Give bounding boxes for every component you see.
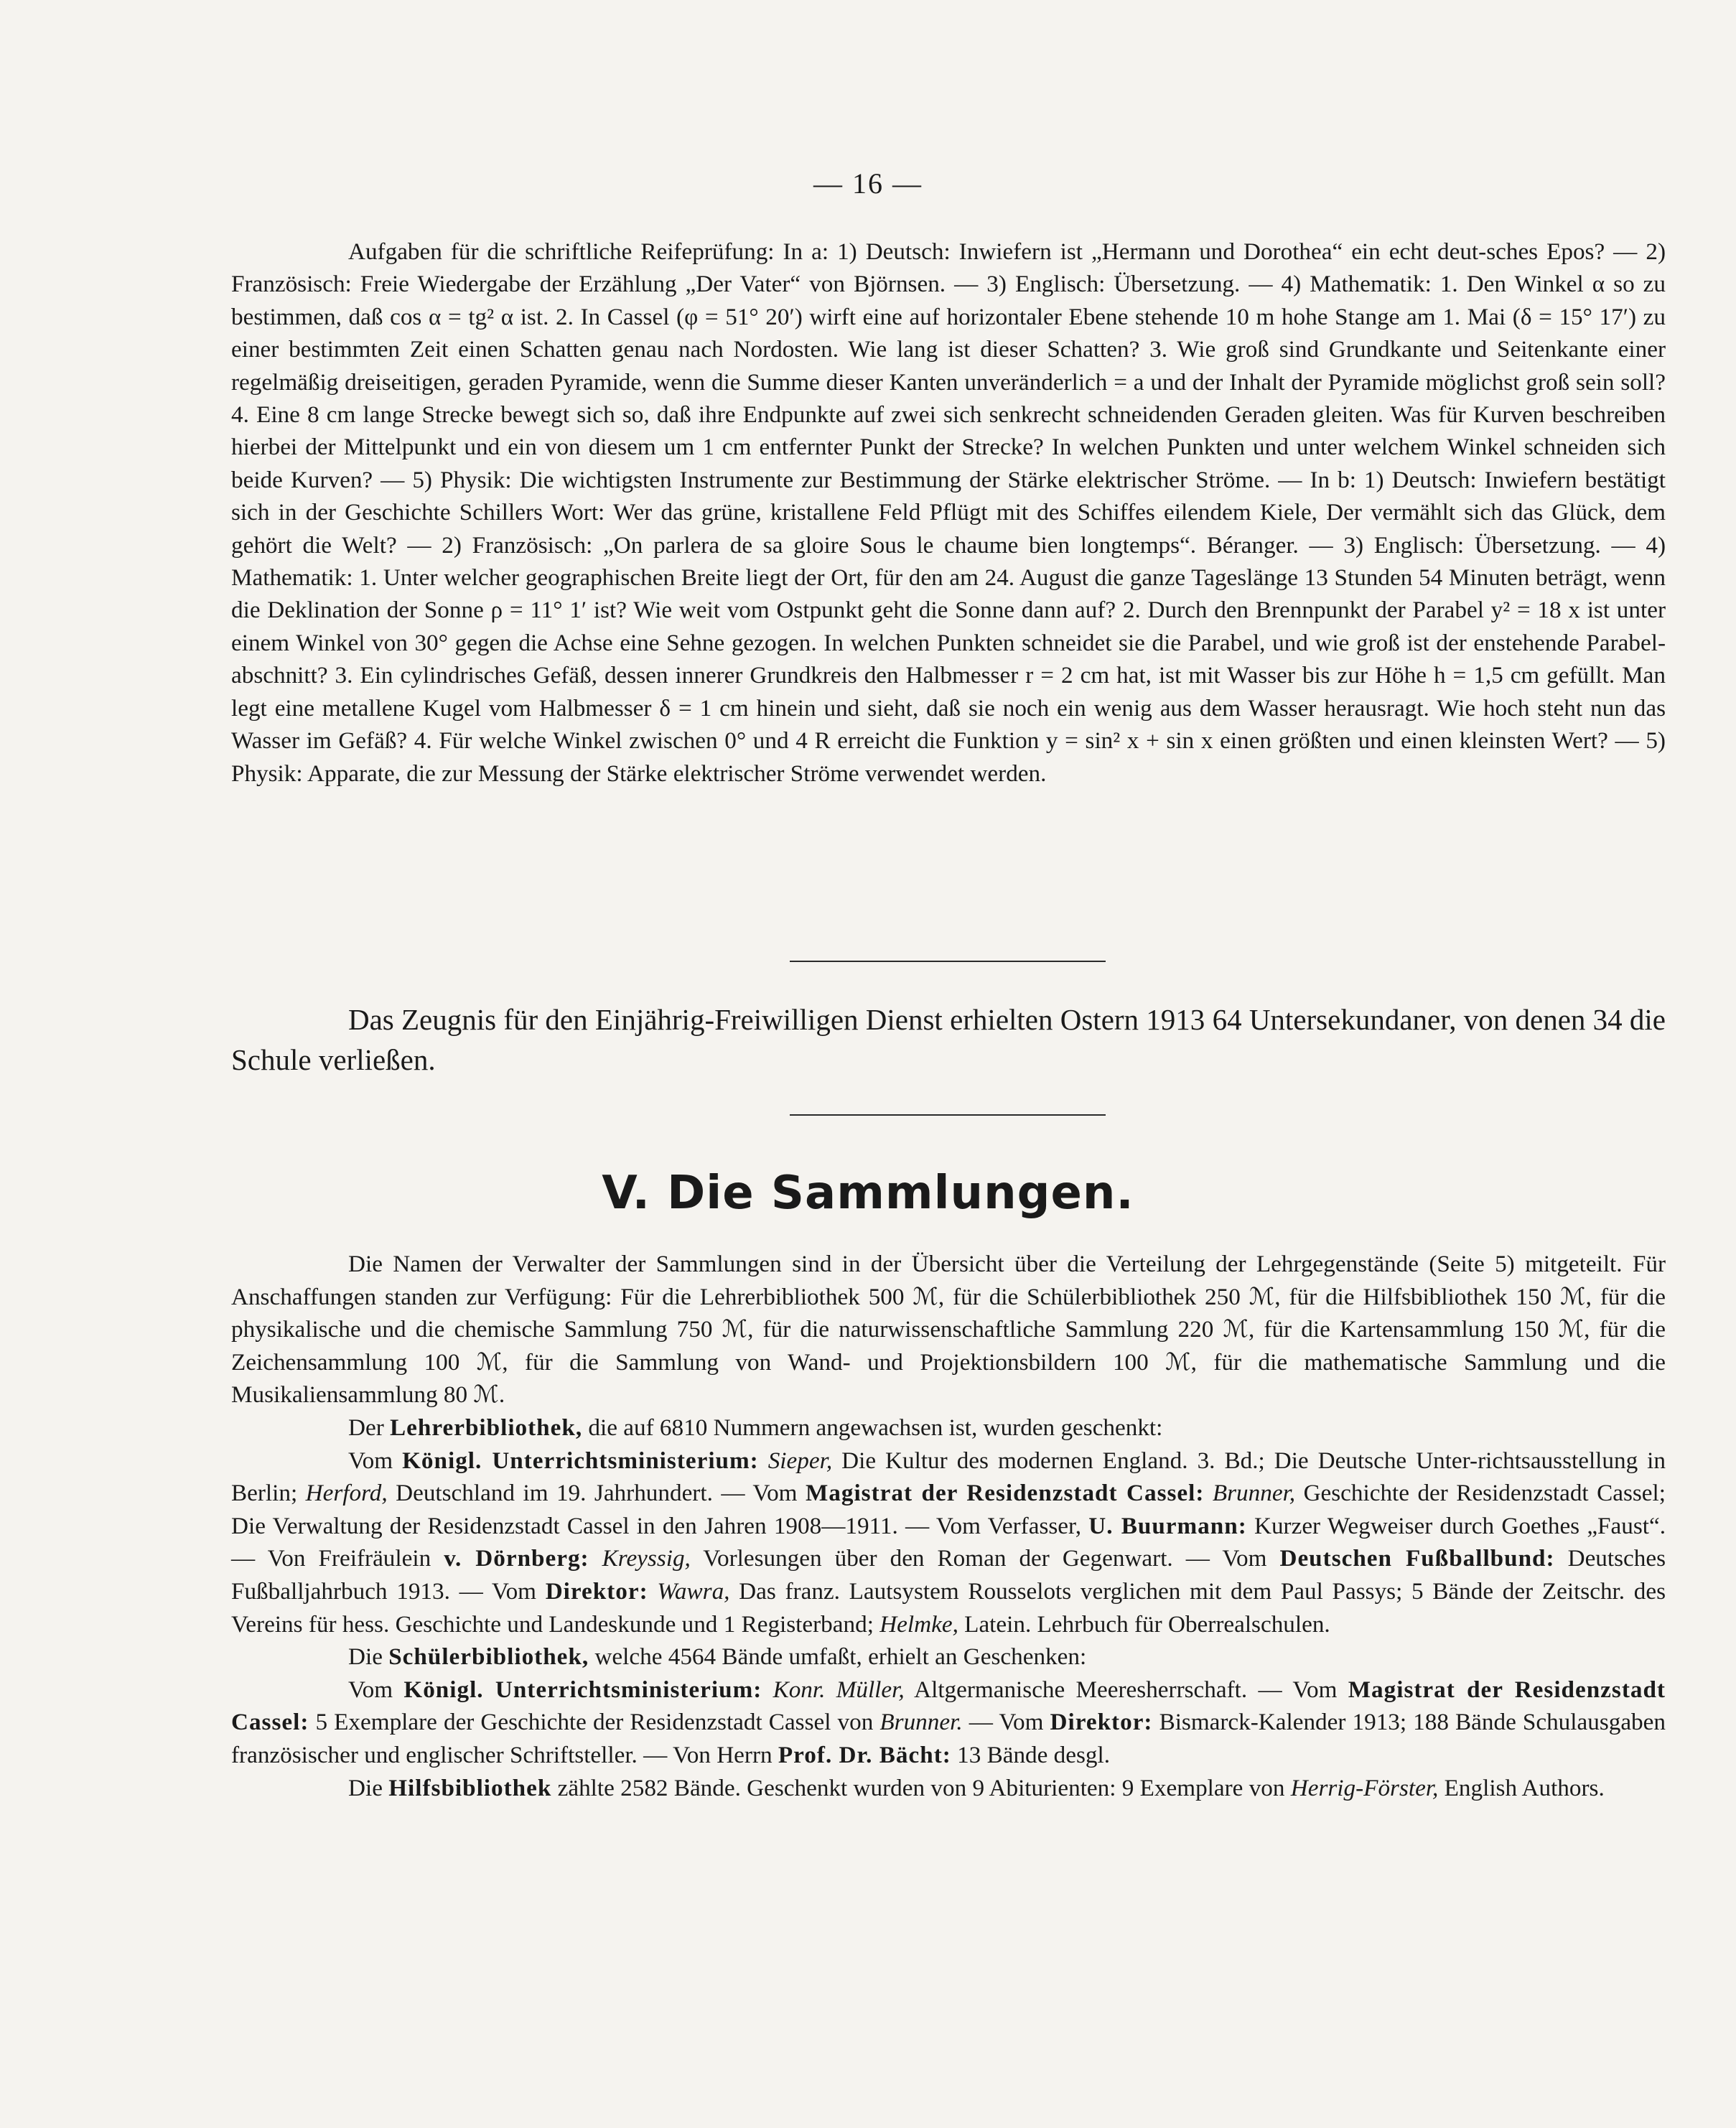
bold-term: Schülerbibliothek, bbox=[388, 1643, 589, 1671]
exam-line: 4 R erreicht die Funktion y = sin² x + sin x einen größten und einen kleinsten Wert? — 5) Physik: Apparate, die zur bbox=[231, 727, 1666, 787]
author-name: Herford, bbox=[305, 1480, 388, 1507]
donor-name: Magistrat der Residenzstadt Cassel: bbox=[231, 1676, 1666, 1736]
exam-line: abschnitt? 3. Ein cylindrisches Gefäß, dessen innerer Grundkreis den Halbmesser r = 2 cm hat, ist mit Wasser bis zur bbox=[231, 662, 1368, 689]
page-number: — 16 — bbox=[813, 167, 923, 200]
text-run: Bismarck-Kalender 1913; 188 Bände Schulausgaben französischer und englischer Schriftsteller. — Von Herrn bbox=[231, 1709, 1666, 1768]
donor-name: Direktor: bbox=[1050, 1709, 1153, 1736]
exam-line: gleiten. Was für Kurven beschreiben hierbei der Mittelpunkt und ein von diesem um 1 cm entfernter Punkt der Strecke? bbox=[231, 401, 1666, 461]
text-run: welche 4564 Bände umfaßt, erhielt an Geschenken: bbox=[589, 1643, 1087, 1671]
text-line: mitgeteilt. Für Anschaffungen standen zur Verfügung: Für die Lehrerbibliothek 500 ℳ, für die Schülerbibliothek 250 ℳ, bbox=[231, 1251, 1666, 1310]
exam-line: Übersetzung. — 4) Mathematik: 1. Unter welcher geographischen Breite liegt der Ort, für den am 24. August die ganze bbox=[231, 531, 1666, 592]
text-run: Der bbox=[348, 1414, 391, 1441]
bold-term: Hilfsbibliothek bbox=[388, 1774, 552, 1801]
exam-line: Messung der Stärke elektrischer Ströme verwendet werden. bbox=[477, 760, 1047, 787]
text-run: Vorlesungen über den Roman der Gegenwart. — Vom bbox=[690, 1545, 1280, 1572]
bold-term: Lehrerbibliothek, bbox=[390, 1414, 583, 1441]
exam-line: die Welt? — 2) Französisch: „On parlera de sa gloire Sous le chaume bien longtemps“. Béranger. — 3) Englisch: bbox=[302, 531, 1465, 559]
zeugnis-line: Das Zeugnis für den Einjährig-Freiwilligen Dienst erhielten Ostern 1913 64 Untersekundaner, bbox=[348, 1003, 1457, 1036]
lehrerbibliothek-intro bbox=[231, 1411, 1666, 1445]
zeugnis-text bbox=[231, 999, 1666, 1080]
exam-line: Achse eine Sehne gezogen. In welchen Punkten schneidet sie die Parabel, und wie groß ist der enstehende Parabel- bbox=[553, 629, 1666, 656]
text-run: Die Kultur des modernen England. 3. Bd.; Die Deutsche Unter-richtsausstellung in Berlin; bbox=[231, 1447, 1666, 1507]
sammlungen-section bbox=[231, 1248, 1666, 1804]
budget-paragraph bbox=[231, 1248, 1666, 1411]
exam-line: Aufgaben für die schriftliche Reifeprüfung: In a: 1) Deutsch: Inwiefern ist „Hermann und Dorothea“ ein echt deut- bbox=[348, 238, 1487, 265]
exam-line: soll? 4. Eine 8 cm lange Strecke bewegt sich so, daß ihre Endpunkte auf zwei sich senkrecht schneidenden Geraden bbox=[231, 368, 1666, 429]
schuelerbibliothek-intro bbox=[231, 1641, 1666, 1674]
separator-rule bbox=[790, 961, 1106, 962]
text-run: — Vom bbox=[962, 1709, 1050, 1736]
exam-line: nach Nordosten. Wie lang ist dieser Schatten? 3. Wie groß sind Grundkante und Seitenkante einer regelmäßig dreiseitigen, bbox=[231, 336, 1666, 396]
text-line: Sammlung 220 ℳ, für die Kartensammlung 150 ℳ, für die Zeichensammlung 100 ℳ, für die Sammlung von Wand- und bbox=[231, 1316, 1666, 1376]
donor-name: Prof. Dr. Bächt: bbox=[778, 1741, 951, 1768]
text-run: Die bbox=[348, 1774, 389, 1801]
author-name: Sieper, bbox=[758, 1447, 833, 1474]
text-line: für die Hilfsbibliothek 150 ℳ, für die physikalische und die chemische Sammlung 750 ℳ, für die naturwissenschaftliche bbox=[231, 1283, 1666, 1343]
text-run: English Authors. bbox=[1438, 1774, 1605, 1801]
exam-line: zur Bestimmung der Stärke elektrischer Ströme. — In b: 1) Deutsch: Inwiefern bestätigt sich in der Geschichte Schillers bbox=[231, 466, 1666, 526]
text-run: Latein. Lehrbuch für Oberrealschulen. bbox=[958, 1610, 1330, 1638]
lehrerbibliothek-donations bbox=[231, 1445, 1666, 1641]
text-run: Das franz. Lautsystem Rousselots verglichen mit dem Paul Passys; 5 Bände der Zeitschr. des Vereins für hess. Geschichte und Landeskunde und 1 Registerband; bbox=[231, 1577, 1666, 1638]
donor-name: U. Buurmann: bbox=[1088, 1512, 1247, 1539]
text-line: Projektionsbildern 100 ℳ, für die mathematische Sammlung und die Musikaliensammlung 80 ℳ. bbox=[231, 1348, 1666, 1409]
schuelerbibliothek-donations bbox=[231, 1674, 1666, 1772]
text-run: Vom bbox=[348, 1447, 403, 1474]
text-run: zählte 2582 Bände. Geschenkt wurden von 9 Abiturienten: 9 Exemplare von bbox=[551, 1774, 1291, 1801]
text-run: Altgermanische Meeresherrschaft. — Vom bbox=[904, 1676, 1348, 1703]
exam-line: horizontaler Ebene stehende 10 m hohe Stange am 1. Mai (δ = 15° 17′) zu einer bestimmten Zeit einen Schatten genau bbox=[231, 303, 1666, 363]
donor-name: v. Dörnberg: bbox=[444, 1545, 589, 1572]
text-run: Deutschland im 19. Jahrhundert. — Vom bbox=[387, 1480, 806, 1507]
exam-line: Höhe h = 1,5 cm gefüllt. Man legt eine metallene Kugel vom Halbmesser δ = 1 cm hinein und sieht, daß sie noch ein bbox=[231, 662, 1666, 722]
exam-line: In welchen Punkten und unter welchem Winkel schneiden sich beide Kurven? — 5) Physik: Die wichtigsten Instrumente bbox=[231, 434, 1666, 493]
donor-name: Direktor: bbox=[545, 1577, 648, 1605]
exam-line: Wort: Wer das grüne, kristallene Feld Pflügt mit des Schiffes eilendem Kiele, Der vermählt sich das Glück, dem gehört bbox=[231, 499, 1666, 559]
text-run: 5 Exemplare der Geschichte der Residenzstadt Cassel von bbox=[309, 1709, 880, 1736]
author-name: Kreyssig, bbox=[589, 1545, 691, 1572]
zeugnis-line: von denen 34 die Schule verließen. bbox=[231, 1003, 1666, 1076]
author-name: Brunner, bbox=[1204, 1480, 1296, 1507]
text-run: die auf 6810 Nummern angewachsen ist, wurden geschenkt: bbox=[582, 1414, 1163, 1441]
text-run: Vom bbox=[348, 1676, 404, 1703]
text-run: Deutsches Fußballjahrbuch 1913. — Vom bbox=[231, 1545, 1666, 1605]
text-run: Kurzer Wegweiser durch Goethes „Faust“. — Von Freifräulein bbox=[231, 1512, 1666, 1572]
exam-line: wenig aus dem Wasser herausragt. Wie hoch steht nun das Wasser im Gefäß? 4. Für welche Winkel zwischen 0° und bbox=[231, 694, 1666, 755]
hilfsbibliothek-paragraph bbox=[231, 1772, 1666, 1805]
donor-name: Magistrat der Residenzstadt Cassel: bbox=[805, 1480, 1205, 1507]
section-heading: V. Die Sammlungen. bbox=[602, 1167, 1134, 1220]
exam-line: geraden Pyramide, wenn die Summe dieser Kanten unveränderlich = a und der Inhalt der Pyramide möglichst groß sein bbox=[468, 368, 1615, 396]
exam-tasks-text bbox=[231, 235, 1666, 790]
donor-name: Königl. Unterrichtsministerium: bbox=[402, 1447, 759, 1474]
exam-line: Tageslänge 13 Stunden 54 Minuten beträgt, wenn die Deklination der Sonne ρ = 11° 1′ ist? Wie weit vom Ostpunkt bbox=[231, 564, 1666, 624]
text-run: 13 Bände desgl. bbox=[951, 1741, 1111, 1768]
exam-line: 4) Mathematik: 1. Den Winkel α so zu bestimmen, daß cos α = tg² α ist. 2. In Cassel (φ = 51° 20′) wirft eine auf bbox=[231, 271, 1666, 330]
zeugnis-paragraph bbox=[231, 999, 1666, 1080]
text-run: Geschichte der Residenzstadt Cassel; Die Verwaltung der Residenzstadt Cassel in den Jahren 1908—1911. — Vom Verfasser, bbox=[231, 1480, 1666, 1539]
separator-rule bbox=[790, 1114, 1106, 1116]
author-name: Konr. Müller, bbox=[762, 1676, 905, 1703]
exam-line: sches Epos? — 2) Französisch: Freie Wiedergabe der Erzählung „Der Vater“ von Björnsen. — 3) Englisch: Übersetzung. — bbox=[231, 238, 1666, 298]
donor-name: Königl. Unterrichtsministerium: bbox=[403, 1676, 762, 1703]
exam-line: geht die Sonne dann auf? 2. Durch den Brennpunkt der Parabel y² = 18 x ist unter einem Winkel von 30° gegen die bbox=[231, 597, 1666, 656]
author-name: Wawra, bbox=[648, 1577, 730, 1605]
author-name: Brunner. bbox=[879, 1709, 963, 1736]
author-name: Herrig-Förster, bbox=[1290, 1774, 1439, 1801]
text-run: Die bbox=[348, 1643, 389, 1671]
text-line: Die Namen der Verwalter der Sammlungen sind in der Übersicht über die Verteilung der Lehrgegenstände (Seite 5) bbox=[348, 1251, 1515, 1277]
donor-name: Deutschen Fußballbund: bbox=[1279, 1545, 1555, 1572]
exam-tasks-paragraph bbox=[231, 235, 1666, 790]
author-name: Helmke, bbox=[879, 1610, 958, 1638]
